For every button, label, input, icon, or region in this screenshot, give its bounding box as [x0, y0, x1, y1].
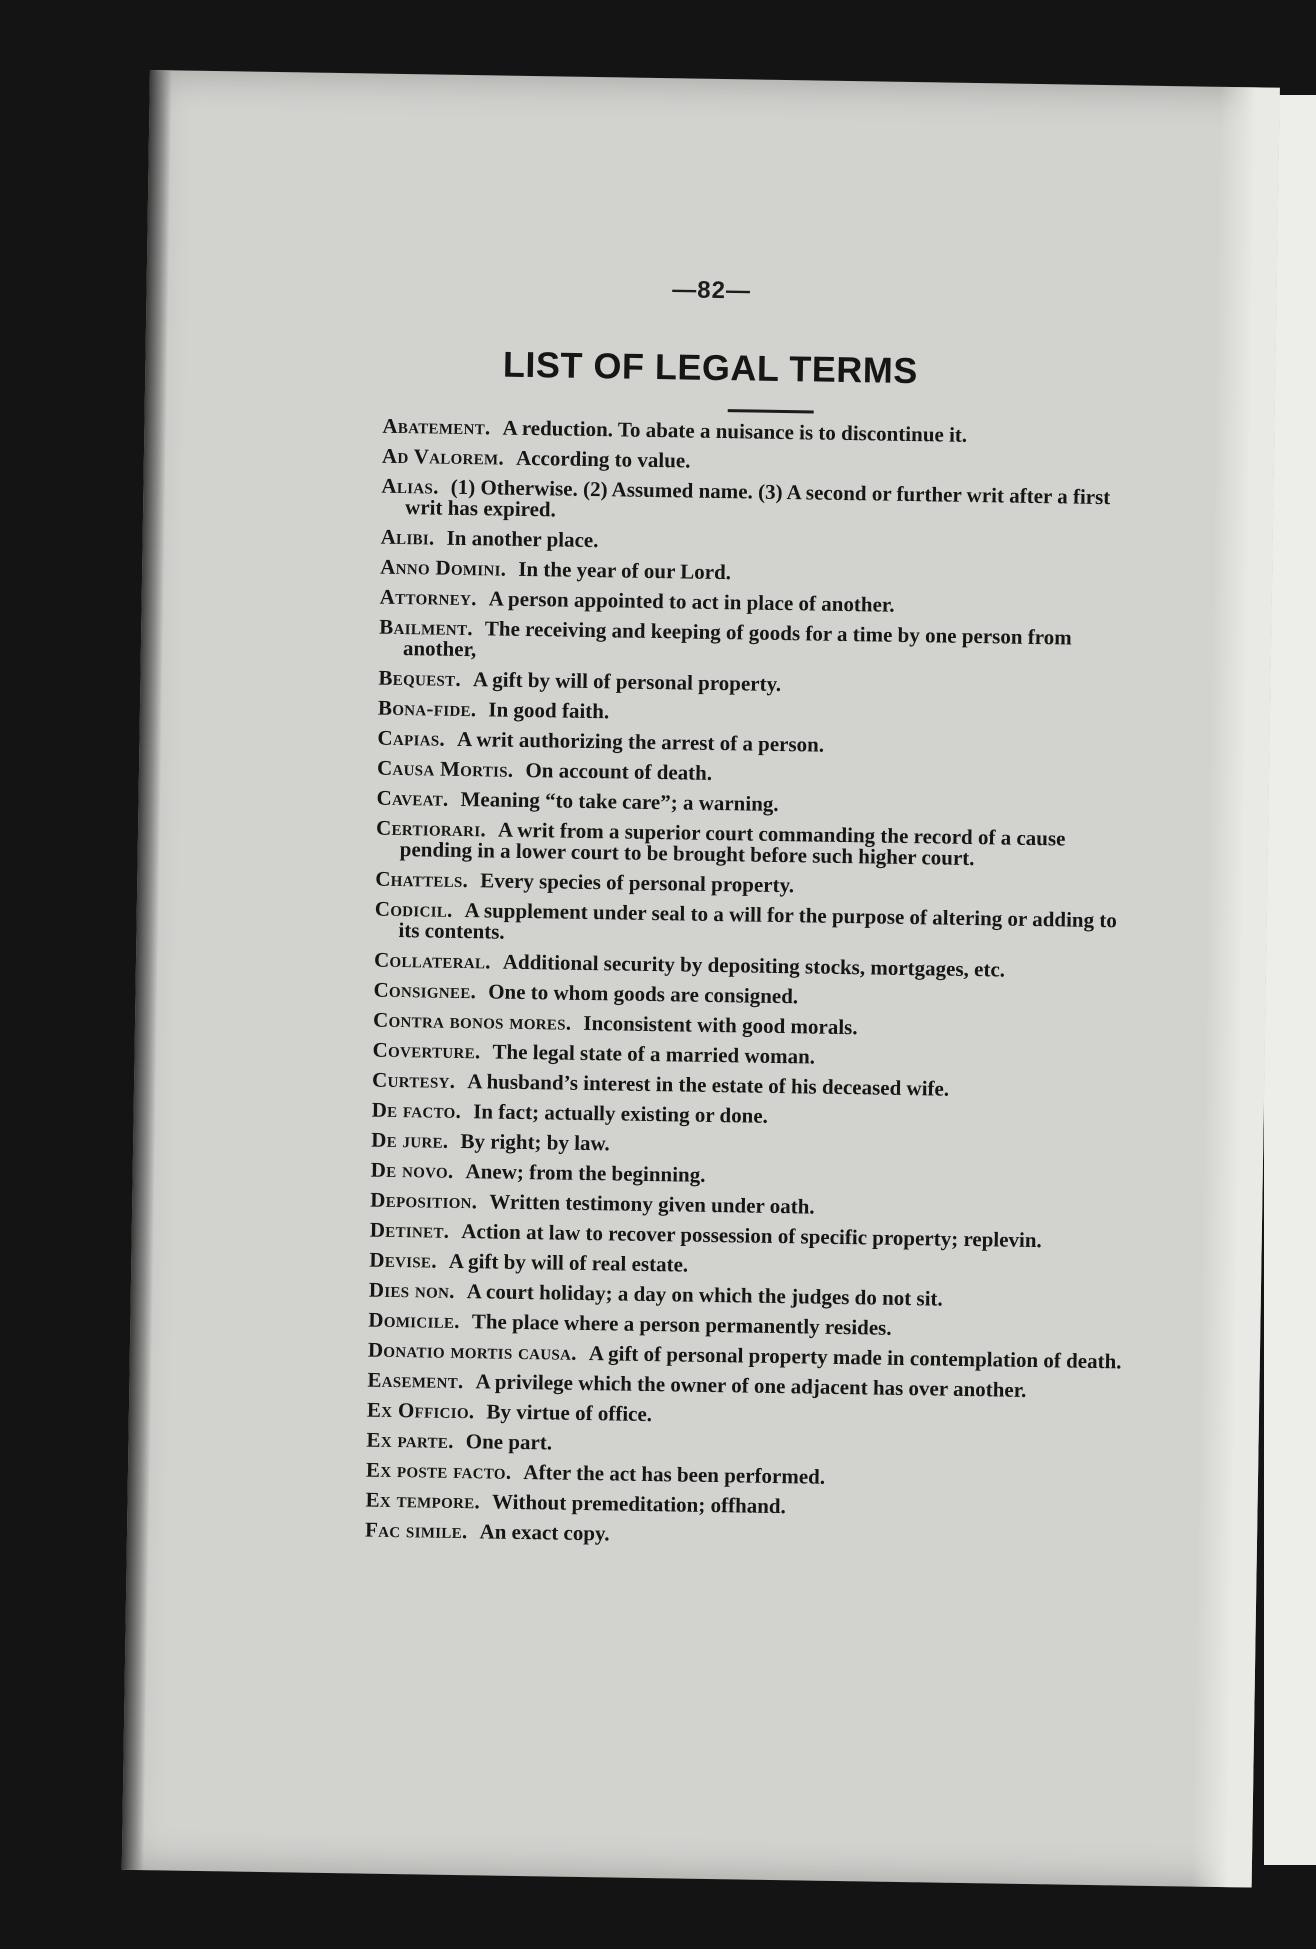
- title-rule: [728, 409, 814, 413]
- term: Ex parte.: [366, 1427, 454, 1453]
- list-item: [376, 785, 1136, 821]
- term: Donatio mortis causa.: [367, 1337, 578, 1365]
- term: Devise.: [369, 1247, 438, 1273]
- definition: Every species of personal property.: [479, 868, 795, 898]
- definition: In fact; actually existing or done.: [472, 1099, 769, 1128]
- definition: A writ authorizing the arrest of a person.: [456, 726, 825, 757]
- term: Fac simile.: [364, 1517, 468, 1544]
- term: Capias.: [377, 725, 446, 751]
- term: Ad Valorem.: [381, 443, 505, 470]
- list-item: [368, 1277, 1129, 1313]
- term: Alibi.: [380, 524, 435, 550]
- definition: Without premeditation; offhand.: [491, 1489, 787, 1519]
- term: Chattels.: [375, 866, 469, 893]
- term: Alias.: [381, 473, 439, 499]
- definition: A gift of personal property made in contemplation of death.: [588, 1341, 1122, 1374]
- term: Attorney.: [379, 584, 477, 611]
- list-item: [380, 554, 1140, 590]
- term: Detinet.: [369, 1217, 450, 1243]
- page-title: LIST OF LEGAL TERMS: [502, 343, 919, 392]
- term: Consignee.: [373, 977, 477, 1004]
- list-item: [369, 1217, 1130, 1253]
- list-item: [378, 665, 1138, 701]
- list-item: [366, 1397, 1127, 1433]
- definition: Anew; from the beginning.: [465, 1159, 706, 1187]
- term: De novo.: [370, 1157, 454, 1183]
- term: Domicile.: [368, 1307, 461, 1334]
- list-item: [377, 725, 1137, 761]
- definition: In the year of our Lord.: [518, 556, 732, 585]
- list-item: [367, 1337, 1128, 1374]
- term: Bona-fide.: [377, 695, 477, 722]
- definition: On account of death.: [525, 757, 713, 785]
- term: Causa Mortis.: [376, 755, 514, 782]
- definition: Meaning “to take care”; a warning.: [460, 786, 779, 816]
- definition: Additional security by depositing stocks, mortgages, etc.: [502, 949, 1006, 982]
- term: Ex tempore.: [365, 1487, 481, 1514]
- definition: Inconsistent with good morals.: [583, 1010, 858, 1040]
- list-item: [375, 815, 1137, 872]
- term: Bequest.: [378, 665, 462, 691]
- definition: A reduction. To abate a nuisance is to discontinue it.: [502, 415, 968, 447]
- list-item: [365, 1487, 1125, 1523]
- definition: One to whom goods are consigned.: [487, 979, 799, 1009]
- term: Easement.: [367, 1367, 464, 1394]
- list-item: [374, 896, 1135, 953]
- list-item: [365, 1457, 1126, 1493]
- definition: After the act has been performed.: [523, 1460, 826, 1489]
- definition: The receiving and keeping of goods for a time by one person from another,: [402, 616, 1072, 662]
- list-item: [379, 614, 1140, 671]
- list-item: [368, 1307, 1128, 1343]
- list-item: [366, 1427, 1126, 1463]
- list-item: [379, 584, 1140, 620]
- term: Anno Domini.: [380, 554, 507, 581]
- definition: By virtue of office.: [486, 1399, 653, 1427]
- term: Caveat.: [376, 785, 449, 811]
- term: Deposition.: [370, 1187, 478, 1214]
- term: Certiorari.: [375, 815, 487, 842]
- definition: A writ from a superior court commanding the record of a cause pending in a lower court to be brought before such higher court.: [399, 817, 1066, 871]
- definition: One part.: [465, 1429, 553, 1455]
- list-item: [375, 866, 1135, 902]
- definition: A husband’s interest in the estate of his deceased wife.: [467, 1069, 950, 1101]
- list-item: [372, 1007, 1133, 1043]
- term: Ex Officio.: [366, 1397, 475, 1424]
- list-item: [371, 1127, 1131, 1163]
- term: Ex poste facto.: [365, 1457, 512, 1484]
- list-item: [381, 443, 1142, 479]
- definition: The place where a person permanently resides.: [471, 1309, 892, 1340]
- list-item: [371, 1067, 1132, 1103]
- term: De jure.: [371, 1127, 449, 1153]
- list-item: [381, 473, 1142, 530]
- list-item: [372, 1037, 1132, 1073]
- list-item: [364, 1517, 1125, 1553]
- definition: A person appointed to act in place of another.: [488, 586, 895, 617]
- term: Coverture.: [372, 1037, 481, 1064]
- list-item: [367, 1367, 1127, 1403]
- list-item: [373, 977, 1133, 1013]
- list-item: [369, 1247, 1129, 1283]
- definition: The legal state of a married woman.: [492, 1039, 816, 1069]
- term: Collateral.: [373, 947, 492, 974]
- definition: A gift by will of real estate.: [448, 1248, 689, 1277]
- list-item: [376, 755, 1137, 791]
- term: Codicil.: [374, 896, 453, 922]
- definition: An exact copy.: [479, 1519, 610, 1546]
- definition: In another place.: [446, 525, 599, 553]
- definition: A court holiday; a day on which the judges do not sit.: [466, 1279, 943, 1311]
- list-item: [377, 695, 1138, 731]
- term: Bailment.: [379, 614, 474, 641]
- list-item: [371, 1097, 1132, 1133]
- list-item: [373, 947, 1134, 983]
- definition: A supplement under seal to a will for the purpose of altering or adding to its contents.: [398, 898, 1117, 944]
- term: Abatement.: [382, 413, 491, 440]
- term: De facto.: [371, 1097, 462, 1124]
- list-item: [370, 1157, 1131, 1193]
- list-item: [370, 1187, 1130, 1223]
- term: Curtesy.: [371, 1067, 456, 1093]
- page-number: —82—: [672, 276, 752, 305]
- definition: By right; by law.: [460, 1129, 610, 1156]
- legal-terms-list: [364, 413, 1143, 1562]
- definition: A privilege which the owner of one adjacent has over another.: [475, 1369, 1027, 1402]
- term: Contra bonos mores.: [372, 1007, 572, 1035]
- definition: Action at law to recover possession of specific property; replevin.: [461, 1219, 1042, 1253]
- definition: In good faith.: [488, 697, 610, 724]
- scanned-page: [122, 70, 1280, 1888]
- definition: Written testimony given under oath.: [489, 1189, 815, 1219]
- list-item: [380, 524, 1141, 560]
- definition: A gift by will of personal property.: [472, 667, 782, 696]
- definition: (1) Otherwise. (2) Assumed name. (3) A second or further writ after a first writ has expired.: [404, 474, 1111, 522]
- definition: According to value.: [515, 445, 691, 473]
- list-item: [382, 413, 1142, 449]
- term: Dies non.: [368, 1277, 455, 1303]
